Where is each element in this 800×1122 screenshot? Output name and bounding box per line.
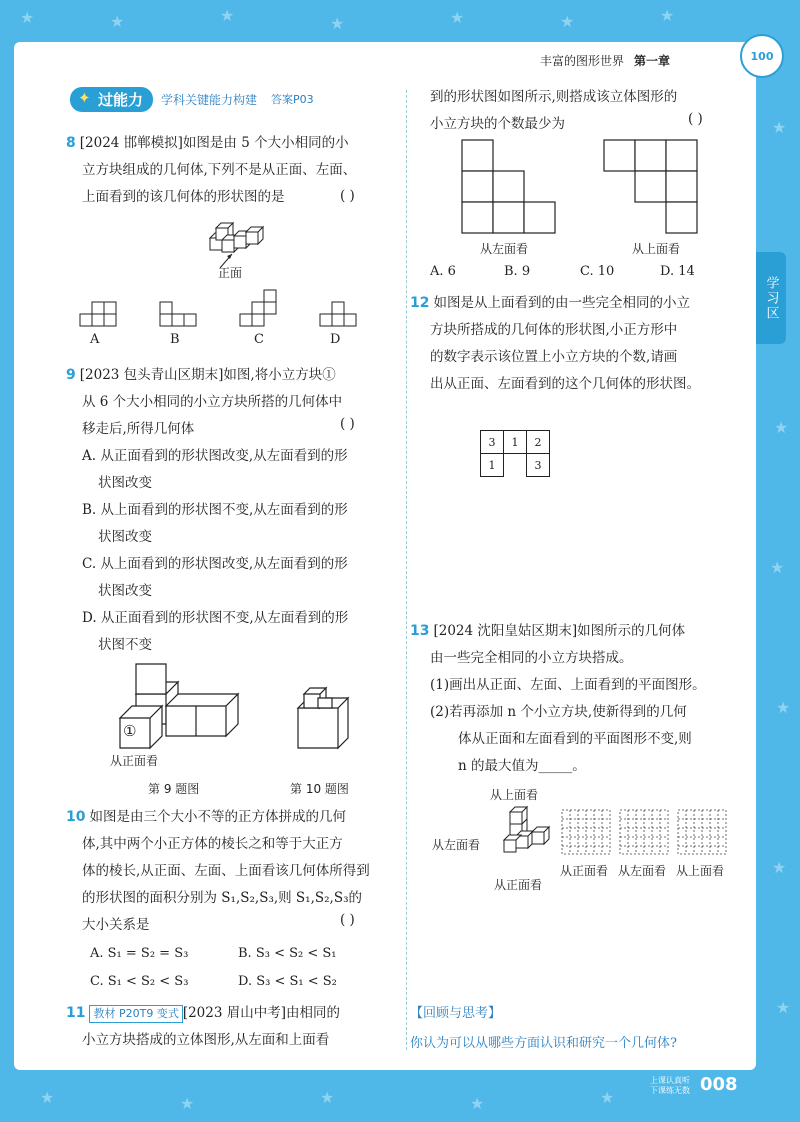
option-b[interactable]: B xyxy=(170,332,180,347)
star-icon: ★ xyxy=(330,14,345,33)
q13-solid-figure xyxy=(500,802,560,872)
option-c-cont: 状图改变 xyxy=(98,583,152,599)
question-text: 体从正面和左面看到的平面图形不变,则 xyxy=(458,731,692,747)
question-12 xyxy=(410,290,750,398)
mascot-icon: 100 xyxy=(740,34,784,78)
grid-cell: 3 xyxy=(527,454,550,477)
option-c[interactable]: C. S₁ < S₂ < S₃ xyxy=(90,974,189,989)
banner-title: ✦ 过能力 xyxy=(70,87,153,112)
side-tab[interactable]: 学习区 xyxy=(756,252,786,344)
q11-left-view-figure xyxy=(462,140,562,240)
option-c[interactable]: C. 从上面看到的形状图改变,从左面看到的形 xyxy=(82,556,348,572)
q9-solid-figure xyxy=(114,664,254,754)
question-number: 8 xyxy=(66,135,76,151)
question-text: 小立方块的个数最少为 xyxy=(430,116,565,132)
question-9 xyxy=(66,362,402,659)
q8-solid-figure xyxy=(208,220,268,260)
option-c[interactable]: C. 10 xyxy=(580,264,615,279)
grid-label-top: 从上面看 xyxy=(676,864,725,878)
motto-line: 上课认真听 xyxy=(650,1076,690,1085)
star-icon: ★ xyxy=(600,1088,615,1107)
grid-cell: 3 xyxy=(481,431,504,454)
option-a[interactable]: A. 6 xyxy=(430,264,456,279)
star-icon: ★ xyxy=(660,6,675,25)
question-text: [2023 包头青山区期末]如图,将小立方块① xyxy=(79,367,336,383)
question-text[interactable]: n 的最大值为_____。 xyxy=(458,758,586,774)
chapter-label: 第一章 xyxy=(634,54,671,68)
question-text: 如图是从上面看到的由一些完全相同的小立 xyxy=(433,295,690,311)
column-divider xyxy=(406,90,407,1050)
grid-label-front: 从正面看 xyxy=(560,864,609,878)
star-icon: ★ xyxy=(560,12,575,31)
question-text: 立方块组成的几何体,下列不是从正面、左面、 xyxy=(82,162,357,178)
option-a[interactable]: A. S₁ = S₂ = S₃ xyxy=(90,946,189,961)
question-number: 9 xyxy=(66,367,76,383)
question-text: 的形状图的面积分别为 S₁,S₂,S₃,则 S₁,S₂,S₃的 xyxy=(82,890,362,906)
answer-blank[interactable]: ( ) xyxy=(340,188,355,204)
question-text: 出从正面、左面看到的这个几何体的形状图。 xyxy=(430,376,700,392)
question-text: 大小关系是 xyxy=(82,917,150,933)
page-header xyxy=(540,52,670,69)
question-text: 小立方块搭成的立体图形,从左面和上面看 xyxy=(82,1032,330,1048)
footer-motto xyxy=(650,1076,690,1096)
page-number: 008 xyxy=(700,1074,738,1095)
option-b-cont: 状图改变 xyxy=(98,529,152,545)
section-title: 丰富的图形世界 xyxy=(540,54,625,68)
option-a-cont: 状图改变 xyxy=(98,475,152,491)
q8-options-figures xyxy=(78,288,398,338)
option-d[interactable]: D xyxy=(330,332,341,347)
question-text: (2)若再添加 n 个小立方块,使新得到的几何 xyxy=(430,704,687,720)
review-title: 【回顾与思考】 xyxy=(410,1006,502,1021)
q10-solid-figure xyxy=(296,684,356,754)
question-text: [2024 沈阳皇姑区期末]如图所示的几何体 xyxy=(433,623,686,639)
star-icon: ★ xyxy=(770,558,785,577)
star-icon: ★ xyxy=(776,998,791,1017)
front-view-label: 从正面看 xyxy=(494,878,543,892)
question-11 xyxy=(66,1000,402,1054)
question-text: 的数字表示该位置上小立方块的个数,请画 xyxy=(430,349,678,365)
option-b[interactable]: B. S₃ < S₂ < S₁ xyxy=(238,946,337,961)
question-text: 移走后,所得几何体 xyxy=(82,421,195,437)
grid-cell-empty xyxy=(504,454,527,477)
top-view-label: 从上面看 xyxy=(490,788,539,802)
question-text: 体的棱长,从正面、左面、上面看该几何体所得到 xyxy=(82,863,370,879)
motto-line: 下课练无数 xyxy=(650,1086,690,1095)
left-view-label: 从左面看 xyxy=(480,242,529,256)
grid-cell: 2 xyxy=(527,431,550,454)
star-icon: ★ xyxy=(220,6,235,25)
star-icon: ★ xyxy=(320,1088,335,1107)
option-d[interactable]: D. 从正面看到的形状图不变,从左面看到的形 xyxy=(82,610,349,626)
question-text: 体,其中两个小正方体的棱长之和等于大正方 xyxy=(82,836,343,852)
left-view-label: 从左面看 xyxy=(432,838,481,852)
answer-blank[interactable]: ( ) xyxy=(340,912,355,928)
option-a[interactable]: A. 从正面看到的形状图改变,从左面看到的形 xyxy=(82,448,348,464)
question-text: 方块所搭成的几何体的形状图,小正方形中 xyxy=(430,322,678,338)
banner-subtitle: 学科关键能力构建 xyxy=(161,92,258,107)
star-icon: ★ xyxy=(20,8,35,27)
option-b[interactable]: B. 9 xyxy=(504,264,531,279)
star-icon: ★ xyxy=(772,858,787,877)
star-icon: ★ xyxy=(180,1094,195,1113)
grid-cell: 1 xyxy=(504,431,527,454)
q13-answer-grids[interactable] xyxy=(562,810,742,856)
question-text: 到的形状图如图所示,则搭成该立体图形的 xyxy=(430,89,678,105)
top-view-label: 从上面看 xyxy=(632,242,681,256)
question-number: 12 xyxy=(410,295,430,311)
star-icon: ★ xyxy=(110,12,125,31)
question-text: 上面看到的该几何体的形状图的是 xyxy=(82,189,285,205)
cube-marker: ① xyxy=(123,722,137,740)
question-text: [2023 眉山中考]由相同的 xyxy=(182,1005,341,1021)
option-b[interactable]: B. 从上面看到的形状图不变,从左面看到的形 xyxy=(82,502,348,518)
option-d-cont: 状图不变 xyxy=(98,637,152,653)
question-text: [2024 邯郸模拟]如图是由 5 个大小相同的小 xyxy=(79,135,349,151)
grid-cell: 1 xyxy=(481,454,504,477)
star-icon: ★ xyxy=(776,698,791,717)
section-banner xyxy=(70,86,400,112)
question-13 xyxy=(410,618,750,780)
figure-caption-10: 第 10 题图 xyxy=(290,782,349,796)
answer-blank[interactable]: ( ) xyxy=(688,111,703,127)
front-view-label: 从正面看 xyxy=(110,754,159,768)
answer-blank[interactable]: ( ) xyxy=(340,416,355,432)
question-text: 从 6 个大小相同的小立方块所搭的几何体中 xyxy=(82,394,343,410)
question-number: 10 xyxy=(66,809,86,825)
star-icon: ★ xyxy=(470,1094,485,1113)
option-d[interactable]: D. 14 xyxy=(660,264,695,279)
answer-ref: 答案P03 xyxy=(271,93,314,106)
option-c[interactable]: C xyxy=(254,332,264,347)
question-number: 11 xyxy=(66,1005,86,1021)
q12-top-view-grid xyxy=(480,430,550,477)
question-text: 如图是由三个大小不等的正方体拼成的几何 xyxy=(89,809,346,825)
review-question: 你认为可以从哪些方面认识和研究一个几何体? xyxy=(410,1036,677,1051)
question-text: (1)画出从正面、左面、上面看到的平面图形。 xyxy=(430,677,706,693)
star-icon: ★ xyxy=(40,1088,55,1107)
grid-label-left: 从左面看 xyxy=(618,864,667,878)
star-icon: ★ xyxy=(774,418,789,437)
star-icon: ★ xyxy=(772,118,787,137)
front-view-label: 正面 xyxy=(218,266,243,280)
question-number: 13 xyxy=(410,623,430,639)
option-a[interactable]: A xyxy=(90,332,100,347)
figure-caption-9: 第 9 题图 xyxy=(148,782,200,796)
textbook-tag: 教材 P20T9 变式 xyxy=(89,1005,182,1023)
q11-top-view-figure xyxy=(604,140,704,240)
star-icon: ★ xyxy=(450,8,465,27)
option-d[interactable]: D. S₃ < S₁ < S₂ xyxy=(238,974,337,989)
question-text: 由一些完全相同的小立方块搭成。 xyxy=(430,650,633,666)
